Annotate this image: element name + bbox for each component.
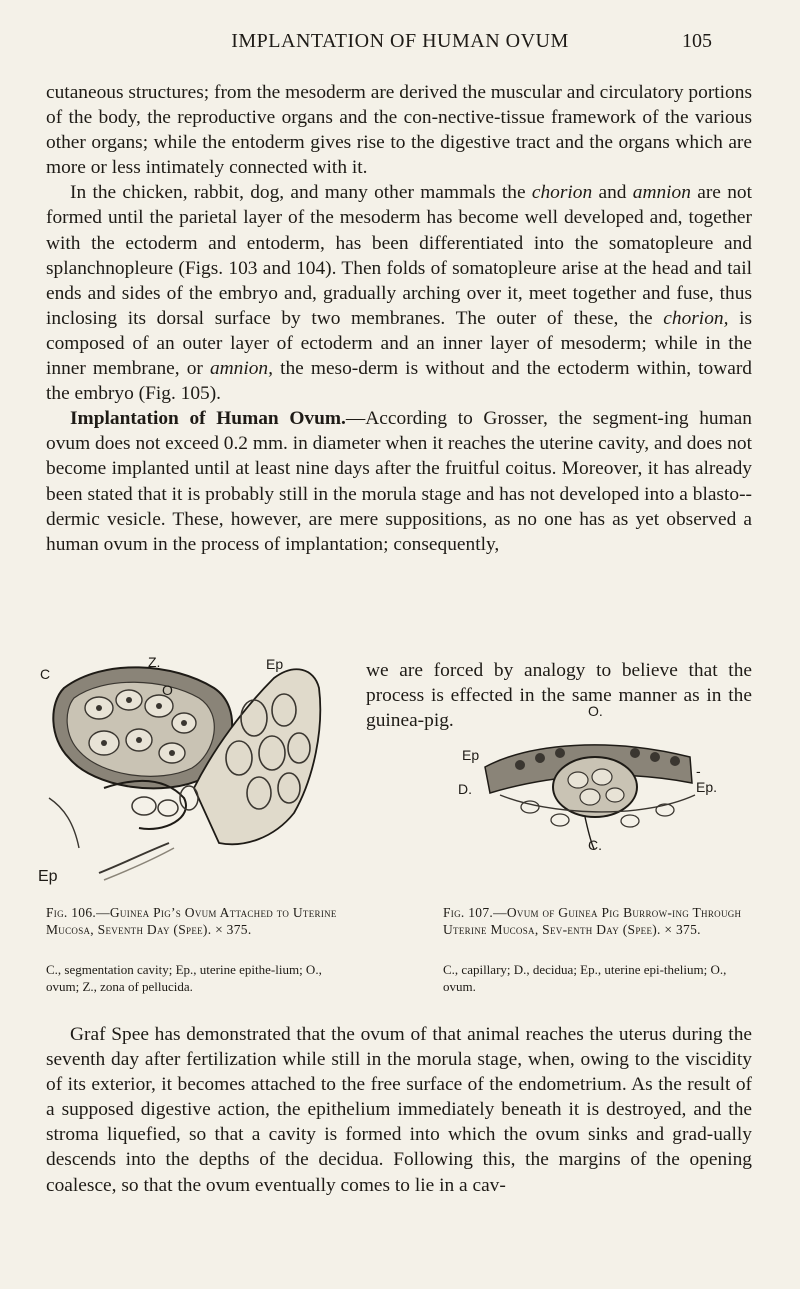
figure-106-legend: C., segmentation cavity; Ep., uterine epithe-lium; O., ovum; Z., zona of pellucida. xyxy=(46,962,322,994)
page-header xyxy=(0,30,800,60)
term-chorion: chorion xyxy=(531,182,593,204)
fig107-label-d: D. xyxy=(458,781,472,797)
figure-106-illustration xyxy=(44,648,344,896)
figure-107-caption: Fig. 107.—Ovum of Guinea Pig Burrow-ing Through Uterine Mucosa, Sev-enth Day (Spee). × 375. xyxy=(443,905,742,937)
section-heading: Implantation of Human Ovum. xyxy=(70,408,346,430)
body-text-lower xyxy=(46,1022,752,1198)
fig106-label-ep-bottom: Ep xyxy=(38,868,58,885)
fig106-label-ep-top: Ep xyxy=(266,656,284,672)
fig106-label-c: C xyxy=(40,666,51,682)
fig107-label-o: O. xyxy=(588,703,603,719)
figure-106-caption: Fig. 106.—Guinea Pig’s Ovum Attached to Uterine Mucosa, Seventh Day (Spee). × 375. xyxy=(46,905,337,937)
body-text-narrow: we are forced by analogy to believe that the process is effected in the same manner as in the guinea-pig. xyxy=(366,660,752,732)
paragraph-2: In the chicken, rabbit, dog, and many other mammals the chorion and amnion are not formed until the parietal layer of the mesoderm has become well developed and, together with the ectoderm and entoderm, has been differentiated into the somatopleure and splanchnopleure (Figs. 103 and 104). Then folds of somatopleure arise at the head and tail ends and sides of the embryo and, gradually arching over it, meet together and fuse, thus inclosing its dorsal surface by two membranes. The outer of these, the chorion, is composed of an outer layer of ectoderm and an inner layer of mesoderm; while in the inner membrane, or amnion, the meso-derm is without and the ectoderm within, toward the embryo (Fig. 105). xyxy=(46,182,753,405)
fig106-label-o: O xyxy=(162,682,173,698)
figure-107-legend: C., capillary; D., decidua; Ep., uterine epi-thelium; O., ovum. xyxy=(443,962,727,994)
fig107-label-ep-left: Ep xyxy=(462,747,480,763)
running-title: IMPLANTATION OF HUMAN OVUM xyxy=(231,30,569,52)
term-amnion: amnion xyxy=(632,182,691,204)
term-chorion-2: chorion, xyxy=(663,307,729,329)
fig107-label-c: C. xyxy=(588,837,602,853)
figure-107-illustration xyxy=(460,725,720,853)
paragraph-1: cutaneous structures; from the mesoderm are derived the muscular and circulatory portions of the body, the reproductive organs and the con-nective-tissue framework of the various other organs; while the entoderm gives rise to the digestive tract and the organs which are more or less intimately connected with it. xyxy=(46,82,752,179)
page-number: 105 xyxy=(682,30,712,52)
term-amnion-2: amnion, xyxy=(209,358,273,380)
fig107-label-ep-right: -Ep. xyxy=(696,763,718,795)
figure-107 xyxy=(458,703,720,853)
figure-106 xyxy=(38,648,344,896)
paragraph-3: Implantation of Human Ovum.—According to Grosser, the segment-ing human ovum does not exceed 0.2 mm. in diameter when it reaches the uterine cavity, and does not become implanted until at least nine days after the fruitful coitus. Moreover, it has already been stated that it is probably still in the morula stage and has not developed into a blasto-dermic vesicle. These, however, are mere suppositions, as no one has as yet observed a human ovum in the process of implantation; consequently, xyxy=(46,408,752,555)
paragraph-4: Graf Spee has demonstrated that the ovum of that animal reaches the uterus during the seventh day after fertilization while still in the morula stage, when, owing to the viscidity of its exterior, it becomes attached to the free surface of the endometrium. As the result of a supposed digestive action, the epithelium immediately beneath it is destroyed, and the stroma liquefied, so that a cavity is formed into which the ovum sinks and grad-ually descends into the depths of the decidua. Following this, the margins of the opening coalesce, so that the ovum eventually comes to lie in a cav- xyxy=(46,1024,752,1196)
body-text-upper xyxy=(46,80,752,557)
fig106-label-z: Z. xyxy=(148,654,161,670)
